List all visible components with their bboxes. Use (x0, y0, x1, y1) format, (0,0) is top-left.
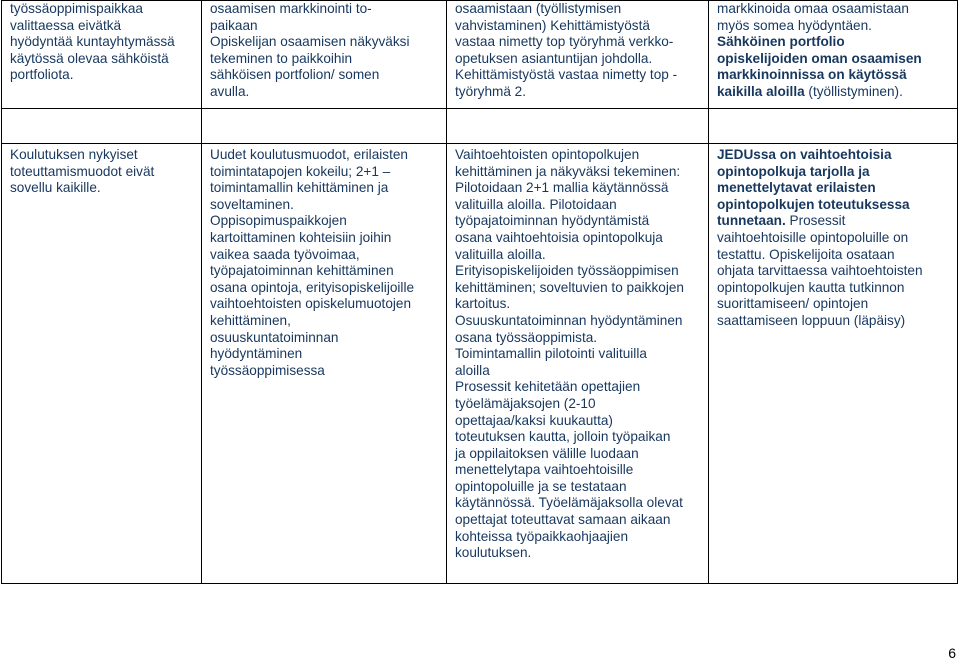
bold-text-line: Sähköinen portfolio (717, 34, 845, 50)
text-line: sovellu kaikille. (10, 180, 101, 196)
bold-text-line: opintopolkujen toteutuksessa (717, 196, 910, 212)
text-line: osana työssäoppimista. (455, 329, 598, 345)
text-line: myös somea hyödyntäen. (717, 17, 872, 33)
text-line: opetuksen asiantuntijan johdolla. (455, 50, 653, 66)
text-line: vastaa nimetty top työryhmä verkko- (455, 34, 674, 50)
row2-col3-cell (447, 144, 709, 584)
text-line: menettelytapa vaihtoehtoisille (455, 462, 634, 478)
text-line: soveltaminen. (210, 196, 294, 212)
text-line: työpajatoiminnan hyödyntämistä (455, 213, 650, 229)
text-line: kartoitus. (455, 296, 511, 312)
text-line: Opiskelijan osaamisen näkyväksi (210, 34, 410, 50)
text-line: valituilla aloilla. (455, 246, 546, 262)
bold-text-line: menettelytavat erilaisten (717, 180, 876, 196)
text-line: työssäoppimispaikkaa (10, 1, 143, 16)
bold-text-line: opiskelijoiden oman osaamisen (717, 50, 922, 66)
text-line: Oppisopimuspaikkojen (210, 213, 347, 229)
text-span: Prosessit (785, 213, 846, 229)
text-line: suorittamiseen/ opintojen (717, 296, 869, 312)
text-line: kehittäminen, (210, 312, 291, 328)
text-line: Toimintamallin pilotointi valituilla (455, 346, 647, 362)
row1-col1-cell (2, 1, 202, 109)
row2-col2-cell (202, 144, 447, 584)
text-line: vaihtoehtoisten opiskelumuotojen (210, 296, 412, 312)
row2-col1-cell (2, 144, 202, 584)
text-line: Kehittämistyöstä vastaa nimetty top - (455, 67, 678, 83)
bold-text: tunnetaan. (717, 213, 786, 229)
text-line: osuuskuntatoiminnan (210, 329, 339, 345)
text-line: kartoittaminen kohteisiin joihin (210, 229, 392, 245)
text-line: kehittäminen; soveltuvien to paikkojen (455, 279, 684, 295)
bold-text-line: markkinoinnissa on käytössä (717, 67, 907, 83)
text-span: (työllistyminen). (804, 83, 903, 99)
text-line: osana vaihtoehtoisia opintopolkuja (455, 229, 663, 245)
text-line: toimintatapojen kokeilu; 2+1 – (210, 163, 391, 179)
text-line: vaihtoehtoisille opintopoluille on (717, 229, 909, 245)
text-line: opintopolkujen kautta tutkinnon (717, 279, 905, 295)
spacer-cell (447, 109, 709, 144)
text-line: Koulutuksen nykyiset (10, 147, 138, 162)
spacer-cell (202, 109, 447, 144)
text-line: valittaessa eivätkä (10, 17, 122, 33)
text-line: opintopoluille ja se testataan (455, 478, 627, 494)
row1-col2-cell (202, 1, 447, 109)
text-line: vahvistaminen) Kehittämistyöstä (455, 17, 650, 33)
text-line: sähköisen portfolion/ somen (210, 67, 380, 83)
text-line: ohjata tarvittaessa vaihtoehtoisten (717, 263, 923, 279)
text-line: Erityisopiskelijoiden työssäoppimisen (455, 263, 679, 279)
text-line: tekeminen to paikkoihin (210, 50, 353, 66)
text-line: osana opintoja, erityisopiskelijoille (210, 279, 415, 295)
text-line: vaikea saada työvoimaa, (210, 246, 360, 262)
text-line: koulutuksen. (455, 545, 532, 561)
text-line: kohteissa työpaikkaohjaajien (455, 528, 629, 544)
text-line (717, 213, 951, 230)
text-line: aloilla (455, 362, 490, 378)
table-row (2, 144, 958, 584)
spacer-cell (2, 109, 202, 144)
text-line: avulla. (210, 83, 250, 99)
text-line: valituilla aloilla. Pilotoidaan (455, 196, 617, 212)
text-line: toteutuksen kautta, jolloin työpaikan (455, 429, 671, 445)
table-row-spacer (2, 109, 958, 144)
plan-table (1, 0, 958, 584)
text-line: työelämäjaksojen (2-10 (455, 395, 596, 411)
table-row (2, 1, 958, 109)
text-line: hyödyntäminen (210, 346, 303, 362)
text-line: Osuuskuntatoiminnan hyödyntäminen (455, 312, 683, 328)
text-line: työpajatoiminnan kehittäminen (210, 263, 394, 279)
text-line: Uudet koulutusmuodot, erilaisten (210, 147, 408, 162)
text-line: paikaan (210, 17, 258, 33)
text-line: työssäoppimisessa (210, 362, 325, 378)
text-line: käytössä olevaa sähköistä (10, 50, 169, 66)
text-line: kehittäminen ja näkyväksi tekeminen: (455, 163, 681, 179)
bold-text: kaikilla aloilla (717, 83, 805, 99)
page-number: 6 (948, 645, 956, 661)
text-line: opettajat toteuttavat samaan aikaan (455, 512, 671, 528)
text-line: markkinoida omaa osaamistaan (717, 1, 909, 16)
text-line: toteuttamismuodot eivät (10, 163, 155, 179)
text-line: osaamistaan (työllistymisen (455, 1, 622, 16)
text-line: saattamiseen loppuun (läpäisy) (717, 312, 906, 328)
text-line: työryhmä 2. (455, 83, 527, 99)
text-line: portfoliota. (10, 67, 74, 83)
bold-text-line: JEDUssa on vaihtoehtoisia (717, 147, 892, 162)
row1-col4-cell (709, 1, 958, 109)
text-line: toimintamallin kehittäminen ja (210, 180, 389, 196)
text-line: opettajaa/kaksi kuukautta) (455, 412, 613, 428)
text-line: Vaihtoehtoisten opintopolkujen (455, 147, 640, 162)
text-line: hyödyntää kuntayhtymässä (10, 34, 175, 50)
spacer-cell (709, 109, 958, 144)
text-line (717, 84, 951, 101)
row1-col3-cell (447, 1, 709, 109)
text-line: testattu. Opiskelijoita osataan (717, 246, 895, 262)
text-line: käytännössä. Työelämäjaksolla olevat (455, 495, 683, 511)
text-line: osaamisen markkinointi to- (210, 1, 372, 16)
bold-text-line: opintopolkuja tarjolla ja (717, 163, 870, 179)
text-line: ja oppilaitoksen välille luodaan (455, 445, 639, 461)
text-line: Pilotoidaan 2+1 mallia käytännössä (455, 180, 669, 196)
text-line: Prosessit kehitetään opettajien (455, 379, 641, 395)
row2-col4-cell (709, 144, 958, 584)
